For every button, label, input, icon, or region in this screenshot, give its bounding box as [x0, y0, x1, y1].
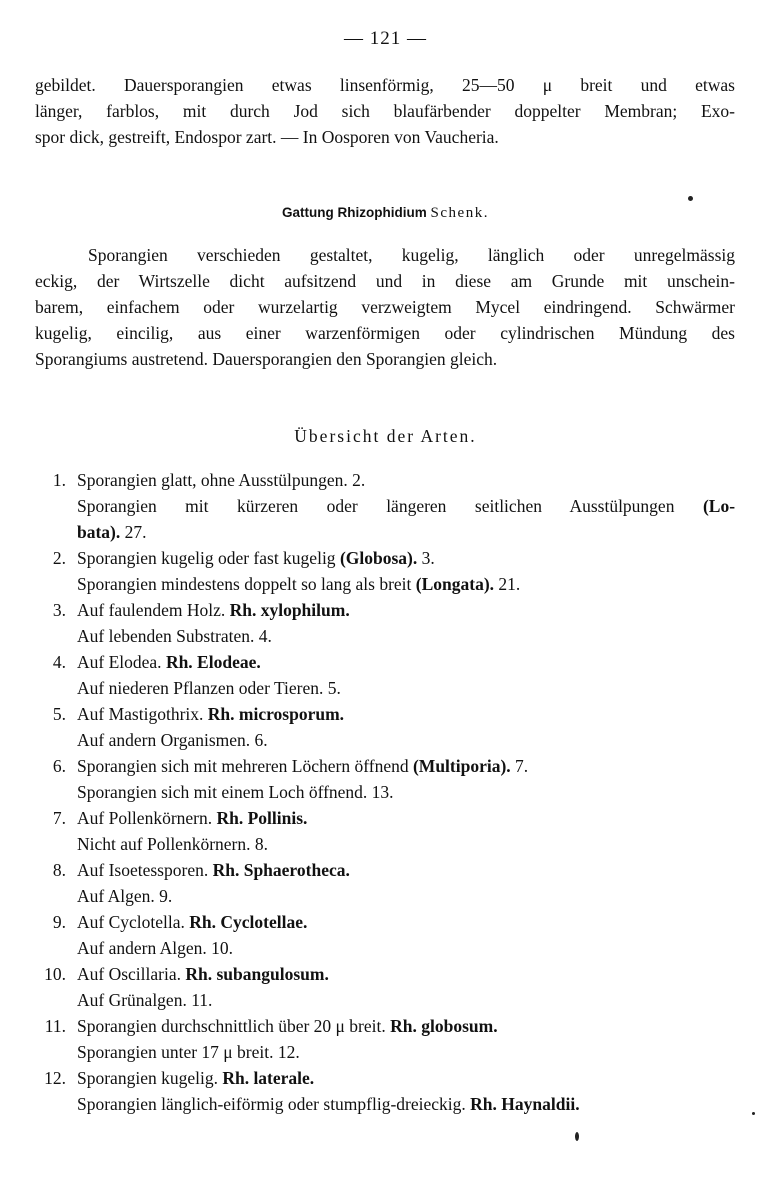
- key-row: [0, 987, 771, 1013]
- intro-line: gebildet. Dauersporangien etwas linsenförmig, 25—50 μ breit und etwas: [35, 75, 735, 95]
- key-lead-b: Sporangien sich mit einem Loch öffnend. 13.: [77, 782, 394, 802]
- key-row: [0, 1091, 771, 1117]
- key-lead-a: [77, 857, 350, 883]
- key-text: Auf Mastigothrix.: [77, 704, 208, 724]
- key-number: 1.: [52, 470, 66, 490]
- key-row: [0, 727, 771, 753]
- description-line: kugelig, eincilig, aus einer warzenförmigen oder cylindrischen Mündung des: [35, 323, 735, 343]
- genus-description: [35, 242, 735, 372]
- key-row: [0, 467, 771, 493]
- key-row: [0, 857, 771, 883]
- key-lead-a: [77, 961, 329, 987]
- key-row: [0, 883, 771, 909]
- group-name: (Lo-: [702, 496, 736, 516]
- key-number: 5.: [52, 704, 66, 724]
- key-lead-b: Auf Algen. 9.: [77, 886, 173, 906]
- group-name: (Globosa).: [339, 548, 418, 568]
- scan-speck: [752, 1112, 755, 1115]
- key-row: [0, 701, 771, 727]
- key-lead-a: Sporangien glatt, ohne Ausstülpungen. 2.: [77, 470, 366, 490]
- key-lead-b: Auf lebenden Substraten. 4.: [77, 626, 272, 646]
- key-number: 2.: [52, 548, 66, 568]
- key-lead-a: [77, 753, 528, 779]
- species-name: Rh. Pollinis.: [216, 808, 308, 828]
- key-lead-a: [77, 805, 307, 831]
- key-lead-b: [77, 493, 735, 519]
- description-line: Sporangiums austretend. Dauersporangien den Sporangien gleich.: [35, 349, 498, 369]
- key-lead-a: [77, 545, 435, 571]
- key-text: Sporangien mindestens doppelt so lang als breit: [77, 574, 416, 594]
- key-text: Auf Pollenkörnern.: [77, 808, 217, 828]
- species-name: Rh. Sphaerotheca.: [212, 860, 350, 880]
- species-name: Rh. globosum.: [390, 1016, 498, 1036]
- page-number: — 121 —: [344, 28, 427, 49]
- scan-speck: [575, 1132, 579, 1141]
- key-lead-a: [77, 701, 344, 727]
- key-row: [0, 935, 771, 961]
- scan-speck: [688, 196, 693, 201]
- key-text: Auf Elodea.: [77, 652, 166, 672]
- key-row: [0, 831, 771, 857]
- key-row: [0, 675, 771, 701]
- key-text: 21.: [494, 574, 521, 594]
- description-line: Sporangien verschieden gestaltet, kugelig, länglich oder unregelmässig: [88, 245, 735, 265]
- species-name: Rh. xylophilum.: [229, 600, 350, 620]
- key-row: [0, 623, 771, 649]
- group-name: bata).: [77, 522, 121, 542]
- key-lead-b: Nicht auf Pollenkörnern. 8.: [77, 834, 268, 854]
- key-row: [0, 961, 771, 987]
- key-lead-b: Sporangien unter 17 μ breit. 12.: [77, 1042, 300, 1062]
- key-number: 7.: [52, 808, 66, 828]
- key-lead-b: Auf andern Organismen. 6.: [77, 730, 268, 750]
- description-line: eckig, der Wirtszelle dicht aufsitzend und in diese am Grunde mit unschein-: [35, 271, 735, 291]
- key-row: [0, 571, 771, 597]
- key-text: Sporangien durchschnittlich über 20 μ breit.: [77, 1016, 391, 1036]
- key-row: [0, 1039, 771, 1065]
- key-lead-a: [77, 909, 307, 935]
- key-row: [0, 597, 771, 623]
- key-text: Auf Cyclotella.: [77, 912, 190, 932]
- key-text: Auf faulendem Holz.: [77, 600, 230, 620]
- key-number: 11.: [44, 1016, 66, 1036]
- key-row: [0, 753, 771, 779]
- key-number: 6.: [52, 756, 66, 776]
- key-text: Sporangien sich mit mehreren Löchern öffnend: [77, 756, 413, 776]
- genus-heading: [0, 205, 771, 222]
- intro-line: länger, farblos, mit durch Jod sich blaufärbender doppelter Membran; Exo-: [35, 101, 735, 121]
- species-name: Rh. Haynaldii.: [470, 1094, 580, 1114]
- description-line: barem, einfachem oder wurzelartig verzweigtem Mycel eindringend. Schwärmer: [35, 297, 735, 317]
- key-lead-a: [77, 597, 350, 623]
- key-number: 3.: [52, 600, 66, 620]
- key-lead-b: [77, 571, 520, 597]
- key-lead-b: [77, 1091, 580, 1117]
- key-number: 9.: [52, 912, 66, 932]
- intro-paragraph: [35, 72, 735, 150]
- key-text: 7.: [510, 756, 529, 776]
- key-row: [0, 519, 771, 545]
- key-row: [0, 1013, 771, 1039]
- key-lead-b-cont: [77, 519, 147, 545]
- key-number: 12.: [44, 1068, 66, 1088]
- key-lead-b: Auf andern Algen. 10.: [77, 938, 234, 958]
- key-row: [0, 909, 771, 935]
- species-name: Rh. Cyclotellae.: [189, 912, 308, 932]
- key-row: [0, 545, 771, 571]
- key-lead-a: [77, 1013, 498, 1039]
- key-number: 10.: [44, 964, 66, 984]
- key-lead-a: [77, 1065, 314, 1091]
- key-number: 4.: [52, 652, 66, 672]
- species-name: Rh. microsporum.: [207, 704, 345, 724]
- key-text: Sporangien länglich-eiförmig oder stumpflig-dreieckig.: [77, 1094, 471, 1114]
- key-lead-b: Auf niederen Pflanzen oder Tieren. 5.: [77, 678, 341, 698]
- key-text: Auf Isoetessporen.: [77, 860, 213, 880]
- key-text: 3.: [417, 548, 435, 568]
- group-name: (Multiporia).: [412, 756, 511, 776]
- key-text: Sporangien mit kürzeren oder längeren seitlichen Ausstülpungen: [77, 496, 675, 516]
- key-title: Übersicht der Arten.: [294, 426, 477, 446]
- intro-line: spor dick, gestreift, Endospor zart. — In Oosporen von Vaucheria.: [35, 127, 499, 147]
- key-row: [0, 493, 771, 519]
- species-name: Rh. subangulosum.: [185, 964, 329, 984]
- key-row: [0, 779, 771, 805]
- species-name: Rh. Elodeae.: [165, 652, 261, 672]
- genus-author: Schenk.: [430, 205, 489, 221]
- key-text: Auf Oscillaria.: [77, 964, 186, 984]
- key-number: 8.: [52, 860, 66, 880]
- key-text: Sporangien kugelig oder fast kugelig: [77, 548, 340, 568]
- key-lead-a: [77, 649, 261, 675]
- group-name: (Longata).: [415, 574, 495, 594]
- species-key: [0, 467, 771, 1117]
- key-lead-b: Auf Grünalgen. 11.: [77, 990, 213, 1010]
- key-text: Sporangien kugelig.: [77, 1068, 223, 1088]
- species-name: Rh. laterale.: [222, 1068, 315, 1088]
- key-row: [0, 649, 771, 675]
- key-text: 27.: [120, 522, 147, 542]
- key-row: [0, 805, 771, 831]
- key-row: [0, 1065, 771, 1091]
- genus-name: Gattung Rhizophidium: [282, 205, 427, 220]
